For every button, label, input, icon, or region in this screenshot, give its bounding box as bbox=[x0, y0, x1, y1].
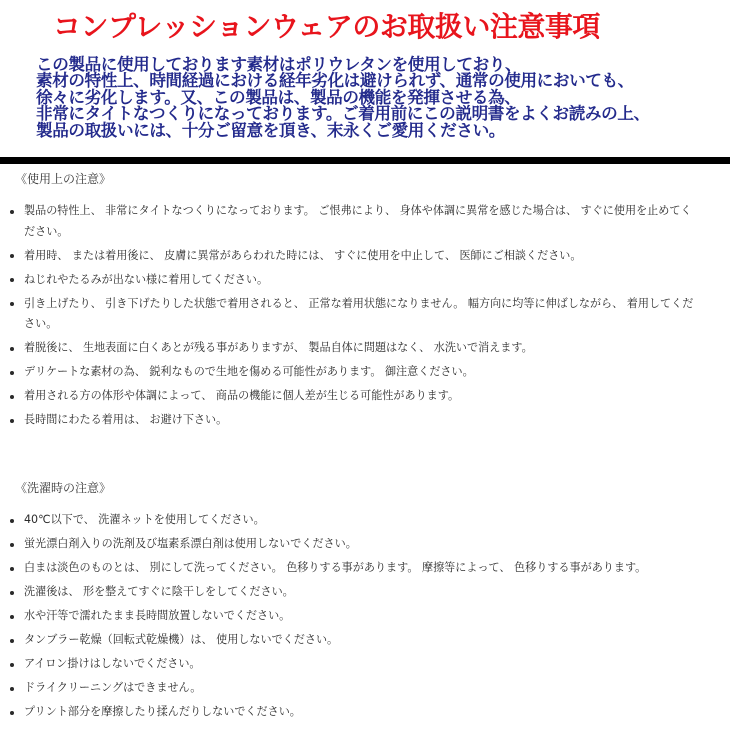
list-item bbox=[0, 534, 730, 555]
bullet-icon bbox=[10, 639, 14, 643]
list-item bbox=[0, 606, 730, 627]
list-item bbox=[0, 582, 730, 603]
intro-paragraph bbox=[36, 57, 726, 139]
usage-heading: 《使用上の注意》 bbox=[15, 172, 112, 186]
list-item bbox=[0, 702, 730, 723]
list-item-text: ねじれやたるみが出ない様に着用してください。 bbox=[24, 272, 269, 286]
bullet-icon bbox=[10, 711, 14, 715]
bullet-icon bbox=[10, 663, 14, 667]
intro-line: 素材の特性上、時間経過における経年劣化は避けられず、通常の使用においても、 bbox=[36, 71, 634, 91]
bullet-icon bbox=[10, 210, 14, 214]
bullet-icon bbox=[10, 278, 14, 282]
list-item-text: 製品の特性上、 非常にタイトなつくりになっております。 ご恨弗により、 身体や体調に異常を感じた場合は、 すぐに使用を止めてください。 bbox=[24, 204, 692, 238]
list-item-text: アイロン掛けはしないでください。 bbox=[24, 657, 201, 670]
washing-heading: 《洗濯時の注意》 bbox=[15, 481, 112, 495]
list-item bbox=[0, 362, 730, 383]
page-title: コンプレッションウェアのお取扱い注意事項 bbox=[53, 10, 600, 43]
list-item-text: 40℃以下で、 洗濯ネットを使用してください。 bbox=[24, 513, 265, 526]
list-item-text: 洗濯後は、 形を整えてすぐに陰干しをしてください。 bbox=[24, 585, 294, 598]
list-item-text: 着用される方の体形や体調によって、 商品の機能に個人差が生じる可能性があります。 bbox=[24, 389, 460, 402]
intro-line: 非常にタイトなつくりになっております。ご着用前にこの説明書をよくお読みの上、 bbox=[36, 104, 650, 124]
list-item bbox=[0, 654, 730, 675]
list-item-text: ドライクリーニングはできません。 bbox=[24, 681, 202, 694]
usage-list bbox=[0, 201, 730, 434]
list-item bbox=[0, 558, 730, 579]
list-item bbox=[0, 246, 730, 267]
list-item-text: 水や汗等で濡れたまま長時間放置しないでください。 bbox=[24, 609, 291, 622]
intro-line: この製品に使用しております素材はポリウレタンを使用しており、 bbox=[36, 55, 522, 74]
section-divider bbox=[0, 157, 730, 164]
bullet-icon bbox=[10, 543, 14, 547]
list-item-text: 着用時、 または着用後に、 皮膚に異常があらわれた時には、 すぐに使用を中止して、 医師にご相談ください。 bbox=[24, 248, 582, 262]
bullet-icon bbox=[10, 615, 14, 619]
list-item bbox=[0, 386, 730, 407]
bullet-icon bbox=[10, 419, 14, 423]
list-item bbox=[0, 294, 730, 335]
list-item bbox=[0, 630, 730, 651]
intro-line: 徐々に劣化します。又、この製品は、製品の機能を発揮させる為、 bbox=[36, 87, 521, 107]
bullet-icon bbox=[10, 567, 14, 571]
list-item-text: 引き上げたり、 引き下げたりした状態で着用されると、 正常な着用状態になりません。 幅方向に均等に伸ばしながら、 着用してください。 bbox=[24, 296, 694, 330]
bullet-icon bbox=[10, 591, 14, 595]
bullet-icon bbox=[10, 347, 14, 351]
bullet-icon bbox=[10, 371, 14, 375]
list-item-text: 蛍光漂白剤入りの洗剤及び塩素系漂白剤は使用しないでください。 bbox=[24, 537, 357, 550]
bullet-icon bbox=[10, 687, 14, 691]
bullet-icon bbox=[10, 395, 14, 399]
bullet-icon bbox=[10, 302, 14, 306]
washing-list bbox=[0, 510, 730, 726]
list-item-text: 着脱後に、 生地表面に白くあとが残る事がありますが、 製品自体に問題はなく、 水洗いで消えます。 bbox=[24, 341, 533, 354]
list-item bbox=[0, 410, 730, 431]
list-item bbox=[0, 678, 730, 699]
list-item bbox=[0, 338, 730, 359]
bullet-icon bbox=[10, 519, 14, 523]
list-item-text: タンブラー乾燥（回転式乾燥機）は、 使用しないでください。 bbox=[24, 633, 339, 646]
list-item-text: プリント部分を摩擦したり揉んだりしないでください。 bbox=[24, 705, 301, 718]
list-item-text: 白まは淡色のものとは、 別にして洗ってください。 色移りする事があります。 摩擦等によって、 色移りする事があります。 bbox=[24, 561, 647, 574]
list-item bbox=[0, 510, 730, 531]
intro-line: 製品の取扱いには、十分ご留意を頂き、末永くご愛用ください。 bbox=[36, 120, 505, 140]
list-item bbox=[0, 270, 730, 291]
list-item-text: 長時間にわたる着用は、 お避け下さい。 bbox=[24, 413, 228, 426]
list-item bbox=[0, 201, 730, 242]
bullet-icon bbox=[10, 254, 14, 258]
list-item-text: デリケートな素材の為、 鋭利なもので生地を傷める可能性があります。 御注意ください。 bbox=[24, 365, 474, 378]
